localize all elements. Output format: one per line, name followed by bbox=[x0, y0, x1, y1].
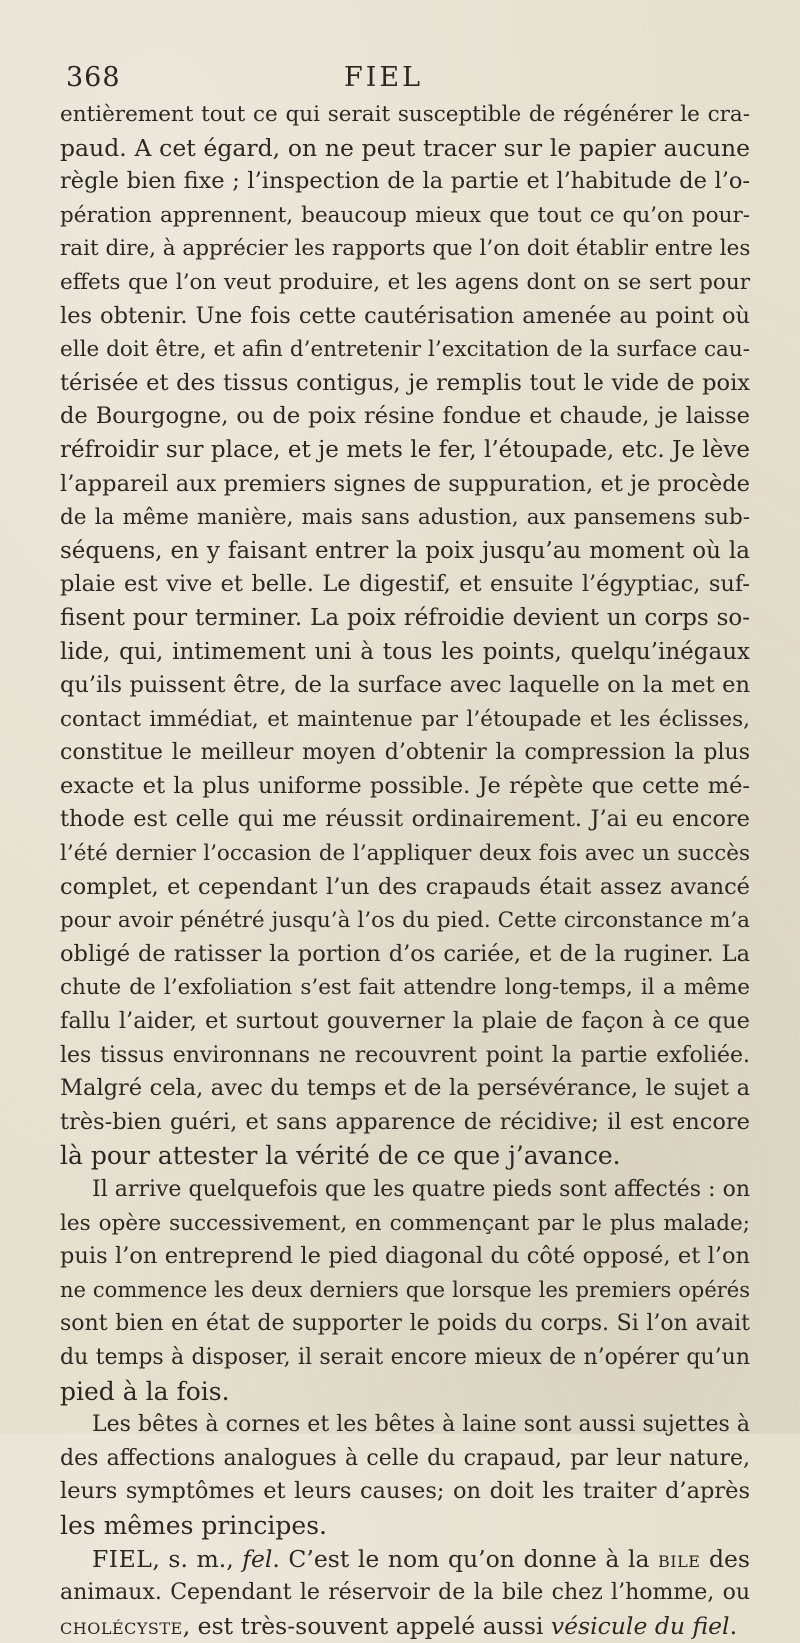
text-line: là pour attester la vérité de ce que j’avance. bbox=[60, 1141, 621, 1171]
text-line: constitue le meilleur moyen d’obtenir la compression la plus bbox=[60, 740, 750, 766]
text-line: chute de l’exfoliation s’est fait attendre long-temps, il a même bbox=[60, 975, 750, 1001]
text-line: fisent pour terminer. La poix réfroidie devient un corps so- bbox=[60, 604, 750, 631]
text-line: pied à la fois. bbox=[60, 1376, 230, 1406]
text-line: entièrement tout ce qui serait susceptible de régénérer le cra- bbox=[60, 102, 750, 127]
text-line: exacte et la plus uniforme possible. Je répète que cette mé- bbox=[60, 772, 750, 799]
text-line: Malgré cela, avec du temps et de la persévérance, le sujet a bbox=[60, 1075, 750, 1102]
text-line: les obtenir. Une fois cette cautérisation amenée au point où bbox=[60, 302, 750, 329]
text-line: obligé de ratisser la portion d’os cariée, et de la ruginer. La bbox=[60, 940, 750, 967]
text-line: de Bourgogne, ou de poix résine fondue et chaude, je laisse bbox=[60, 403, 750, 430]
dictionary-entry-line-2: animaux. Cependant le réservoir de la bile chez l’homme, ou bbox=[60, 1580, 750, 1606]
entry-cross-ref: bile bbox=[658, 1544, 701, 1573]
text-line: elle doit être, et afin d’entretenir l’excitation de la surface cau- bbox=[60, 337, 750, 363]
text-line: Les bêtes à cornes et les bêtes à laine sont aussi sujettes à bbox=[92, 1412, 750, 1438]
text-line: fallu l’aider, et surtout gouverner la plaie de façon à ce que bbox=[60, 1008, 750, 1035]
text-line: sont bien en état de supporter le poids du corps. Si l’on avait bbox=[60, 1311, 750, 1337]
page-header bbox=[66, 62, 686, 98]
text-line: séquens, en y faisant entrer la poix jusqu’au moment où la bbox=[60, 537, 750, 564]
text-line: qu’ils puissent être, de la surface avec laquelle on la met en bbox=[60, 672, 750, 699]
text-line: leurs symptômes et leurs causes; on doit les traiter d’après bbox=[60, 1478, 750, 1505]
text-line: des affections analogues à celle du crapaud, par leur nature, bbox=[60, 1445, 750, 1471]
text-line: règle bien fixe ; l’inspection de la partie et l’habitude de l’o- bbox=[60, 168, 750, 195]
text-line: les mêmes principes. bbox=[60, 1510, 327, 1540]
text-line: l’été dernier l’occasion de l’appliquer deux fois avec un succès bbox=[60, 841, 750, 867]
text-line: paud. A cet égard, on ne peut tracer sur le papier aucune bbox=[60, 133, 750, 162]
entry-term: cholécyste bbox=[60, 1611, 183, 1640]
text-line: du temps à disposer, il serait encore mieux de n’opérer qu’un bbox=[60, 1344, 750, 1370]
text-line: ne commence les deux derniers que lorsque les premiers opérés bbox=[60, 1277, 750, 1302]
text-line: Il arrive quelquefois que les quatre pieds sont affectés : on bbox=[92, 1177, 750, 1202]
text-line: de la même manière, mais sans adustion, aux pansemens sub- bbox=[60, 505, 750, 531]
text-line: complet, et cependant l’un des crapauds était assez avancé bbox=[60, 873, 750, 900]
entry-term-italic: vésicule du fiel bbox=[550, 1611, 730, 1640]
text-line: rait dire, à apprécier les rapports que l’on doit établir entre les bbox=[60, 236, 751, 262]
entry-text: , est très-souvent appelé aussi bbox=[182, 1611, 551, 1640]
text-line: plaie est vive et belle. Le digestif, et ensuite l’égyptiac, suf- bbox=[60, 571, 750, 598]
entry-text: . bbox=[729, 1611, 738, 1640]
text-line: les opère successivement, en commençant par le plus malade; bbox=[60, 1210, 750, 1236]
entry-text: . C’est le nom qu’on donne à la bbox=[272, 1544, 659, 1573]
page-number: 368 bbox=[66, 62, 121, 93]
text-line: pération apprennent, beaucoup mieux que tout ce qu’on pour- bbox=[60, 202, 750, 228]
running-head: FIEL bbox=[344, 62, 424, 93]
text-line: très-bien guéri, et sans apparence de récidive; il est encore bbox=[60, 1108, 750, 1135]
entry-pos: , s. m., bbox=[152, 1544, 243, 1573]
entry-headword: FIEL bbox=[92, 1544, 153, 1573]
text-line: pour avoir pénétré jusqu’à l’os du pied. Cette circonstance m’a bbox=[60, 908, 750, 934]
text-line: puis l’on entreprend le pied diagonal du côté opposé, et l’on bbox=[60, 1243, 750, 1270]
dictionary-entry-line-3 bbox=[60, 1610, 750, 1643]
dictionary-entry-line-1 bbox=[60, 1543, 750, 1577]
text-line: l’appareil aux premiers signes de suppuration, et je procède bbox=[60, 470, 750, 497]
text-line: thode est celle qui me réussit ordinairement. J’ai eu encore bbox=[60, 806, 750, 833]
text-line: contact immédiat, et maintenue par l’étoupade et les éclisses, bbox=[60, 706, 750, 732]
entry-latin: fel bbox=[242, 1544, 273, 1573]
text-line: réfroidir sur place, et je mets le fer, l’étoupade, etc. Je lève bbox=[60, 436, 750, 463]
text-line: effets que l’on veut produire, et les agens dont on se sert pour bbox=[60, 269, 750, 295]
text-line: les tissus environnans ne recouvrent point la partie exfoliée. bbox=[60, 1042, 750, 1068]
body-text bbox=[60, 98, 750, 1643]
text-line: térisée et des tissus contigus, je remplis tout le vide de poix bbox=[60, 369, 750, 396]
entry-text: des bbox=[700, 1544, 750, 1573]
text-line: lide, qui, intimement uni à tous les points, quelqu’inégaux bbox=[60, 638, 750, 665]
